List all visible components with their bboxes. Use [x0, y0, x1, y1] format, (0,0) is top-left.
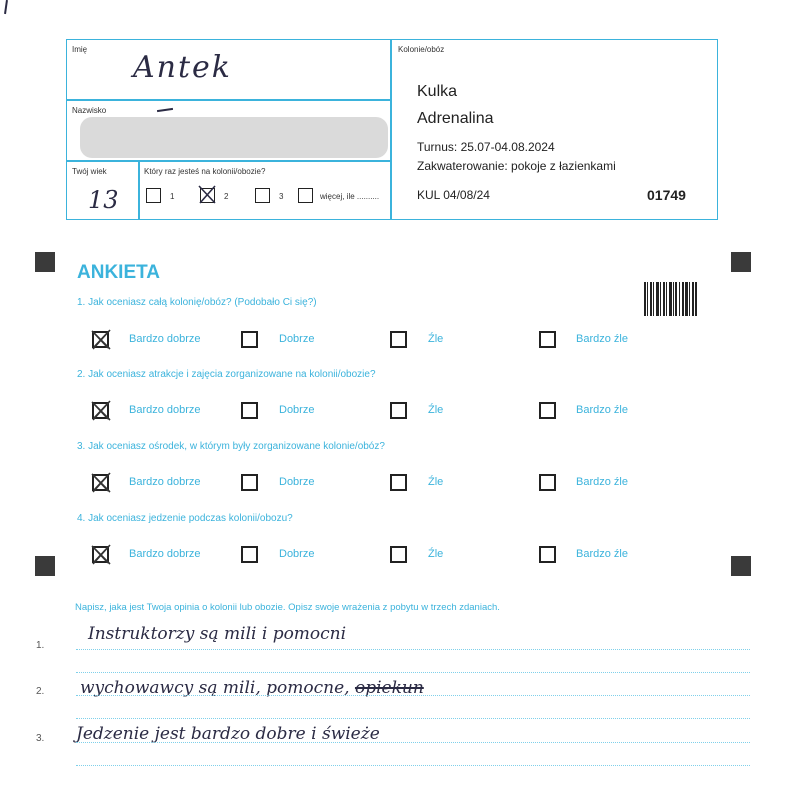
question-1: 1. Jak oceniasz całą kolonię/obóz? (Podobało Ci się?) [77, 297, 317, 308]
q2-label-dobrze: Dobrze [279, 404, 315, 416]
q3-label-bardzo-zle: Bardzo źle [576, 476, 628, 488]
wiek-label: Twój wiek [72, 167, 107, 176]
q1-checkbox-bardzo-zle[interactable] [539, 331, 556, 348]
imie-value: Antek [133, 50, 232, 85]
q2-checkbox-bardzo-dobrze[interactable] [92, 402, 109, 419]
opinion-line-3-number: 3. [36, 733, 45, 744]
camp-code: KUL 04/08/24 [417, 188, 490, 202]
opinion-line-1-text[interactable]: Instruktorzy są mili i pomocni [88, 624, 347, 644]
q2-label-zle: Źle [428, 404, 444, 416]
check-x-icon [91, 401, 111, 421]
q1-checkbox-dobrze[interactable] [241, 331, 258, 348]
wiecej-label: więcej, ile .......... [320, 192, 380, 201]
q4-label-bardzo-zle: Bardzo źle [576, 548, 628, 560]
opinion-line-1-number: 1. [36, 640, 45, 651]
turnus: Turnus: 25.07-04.08.2024 [417, 140, 555, 154]
opinion-line-2-struck: opiekun [354, 678, 424, 698]
q1-label-bardzo-zle: Bardzo źle [576, 333, 628, 345]
q2-checkbox-bardzo-zle[interactable] [539, 402, 556, 419]
writing-line [76, 742, 750, 743]
q3-checkbox-dobrze[interactable] [241, 474, 258, 491]
barcode [644, 282, 698, 316]
nazwisko-redaction [80, 117, 388, 158]
check-x-icon [91, 545, 111, 565]
camp-program: Adrenalina [417, 110, 494, 127]
q1-label-dobrze: Dobrze [279, 333, 315, 345]
question-4: 4. Jak oceniasz jedzenie podczas kolonii/obozu? [77, 513, 293, 524]
q3-label-bardzo-dobrze: Bardzo dobrze [129, 476, 201, 488]
writing-line [76, 765, 750, 766]
writing-line [76, 695, 750, 696]
pen-mark [4, 0, 8, 14]
writing-line [76, 672, 750, 673]
ktory-raz-option-1: 1 [170, 192, 175, 201]
q3-checkbox-zle[interactable] [390, 474, 407, 491]
alignment-marker [35, 252, 55, 272]
alignment-marker [731, 252, 751, 272]
check-x-icon [91, 473, 111, 493]
opinion-line-2-main: wychowawcy są mili, pomocne, [80, 678, 350, 698]
q1-checkbox-bardzo-dobrze[interactable] [92, 331, 109, 348]
kolonie-label: Kolonie/obóz [398, 45, 445, 54]
q3-checkbox-bardzo-zle[interactable] [539, 474, 556, 491]
q4-label-dobrze: Dobrze [279, 548, 315, 560]
nazwisko-label: Nazwisko [72, 106, 107, 115]
ktory-raz-option-2: 2 [224, 192, 229, 201]
q4-checkbox-bardzo-dobrze[interactable] [92, 546, 109, 563]
ktory-raz-option-3: 3 [279, 192, 284, 201]
q4-label-zle: Źle [428, 548, 444, 560]
zakwaterowanie: Zakwaterowanie: pokoje z łazienkami [417, 159, 616, 173]
question-3: 3. Jak oceniasz ośrodek, w którym były zorganizowane kolonie/obóz? [77, 441, 385, 452]
q4-label-bardzo-dobrze: Bardzo dobrze [129, 548, 201, 560]
q4-checkbox-bardzo-zle[interactable] [539, 546, 556, 563]
q1-label-bardzo-dobrze: Bardzo dobrze [129, 333, 201, 345]
alignment-marker [35, 556, 55, 576]
check-x-icon [91, 330, 111, 350]
wiek-value: 13 [88, 186, 119, 214]
camp-name: Kulka [417, 83, 458, 100]
q4-checkbox-dobrze[interactable] [241, 546, 258, 563]
q3-checkbox-bardzo-dobrze[interactable] [92, 474, 109, 491]
opinion-prompt: Napisz, jaka jest Twoja opinia o kolonii lub obozie. Opisz swoje wrażenia z pobytu w trzech zdaniach. [75, 602, 500, 613]
writing-line [76, 718, 750, 719]
q2-label-bardzo-dobrze: Bardzo dobrze [129, 404, 201, 416]
ktory-raz-label: Który raz jesteś na kolonii/obozie? [144, 167, 266, 176]
alignment-marker [731, 556, 751, 576]
q3-label-dobrze: Dobrze [279, 476, 315, 488]
writing-line [76, 649, 750, 650]
q3-label-zle: Źle [428, 476, 444, 488]
q2-checkbox-zle[interactable] [390, 402, 407, 419]
wiecej-checkbox[interactable] [298, 188, 313, 203]
check-x-icon [199, 186, 214, 201]
q4-checkbox-zle[interactable] [390, 546, 407, 563]
imie-label: Imię [72, 45, 88, 54]
q2-label-bardzo-zle: Bardzo źle [576, 404, 628, 416]
ktory-raz-checkbox-1[interactable] [146, 188, 161, 203]
question-2: 2. Jak oceniasz atrakcje i zajęcia zorganizowane na kolonii/obozie? [77, 369, 376, 380]
q1-label-zle: Źle [428, 333, 444, 345]
ktory-raz-checkbox-3[interactable] [255, 188, 270, 203]
opinion-line-2-number: 2. [36, 686, 45, 697]
ktory-raz-checkbox-2[interactable] [200, 188, 215, 203]
survey-title: ANKIETA [77, 262, 161, 283]
form-number: 01749 [647, 187, 686, 203]
q2-checkbox-dobrze[interactable] [241, 402, 258, 419]
q1-checkbox-zle[interactable] [390, 331, 407, 348]
opinion-line-3-text[interactable]: Jedzenie jest bardzo dobre i świeże [76, 724, 380, 744]
